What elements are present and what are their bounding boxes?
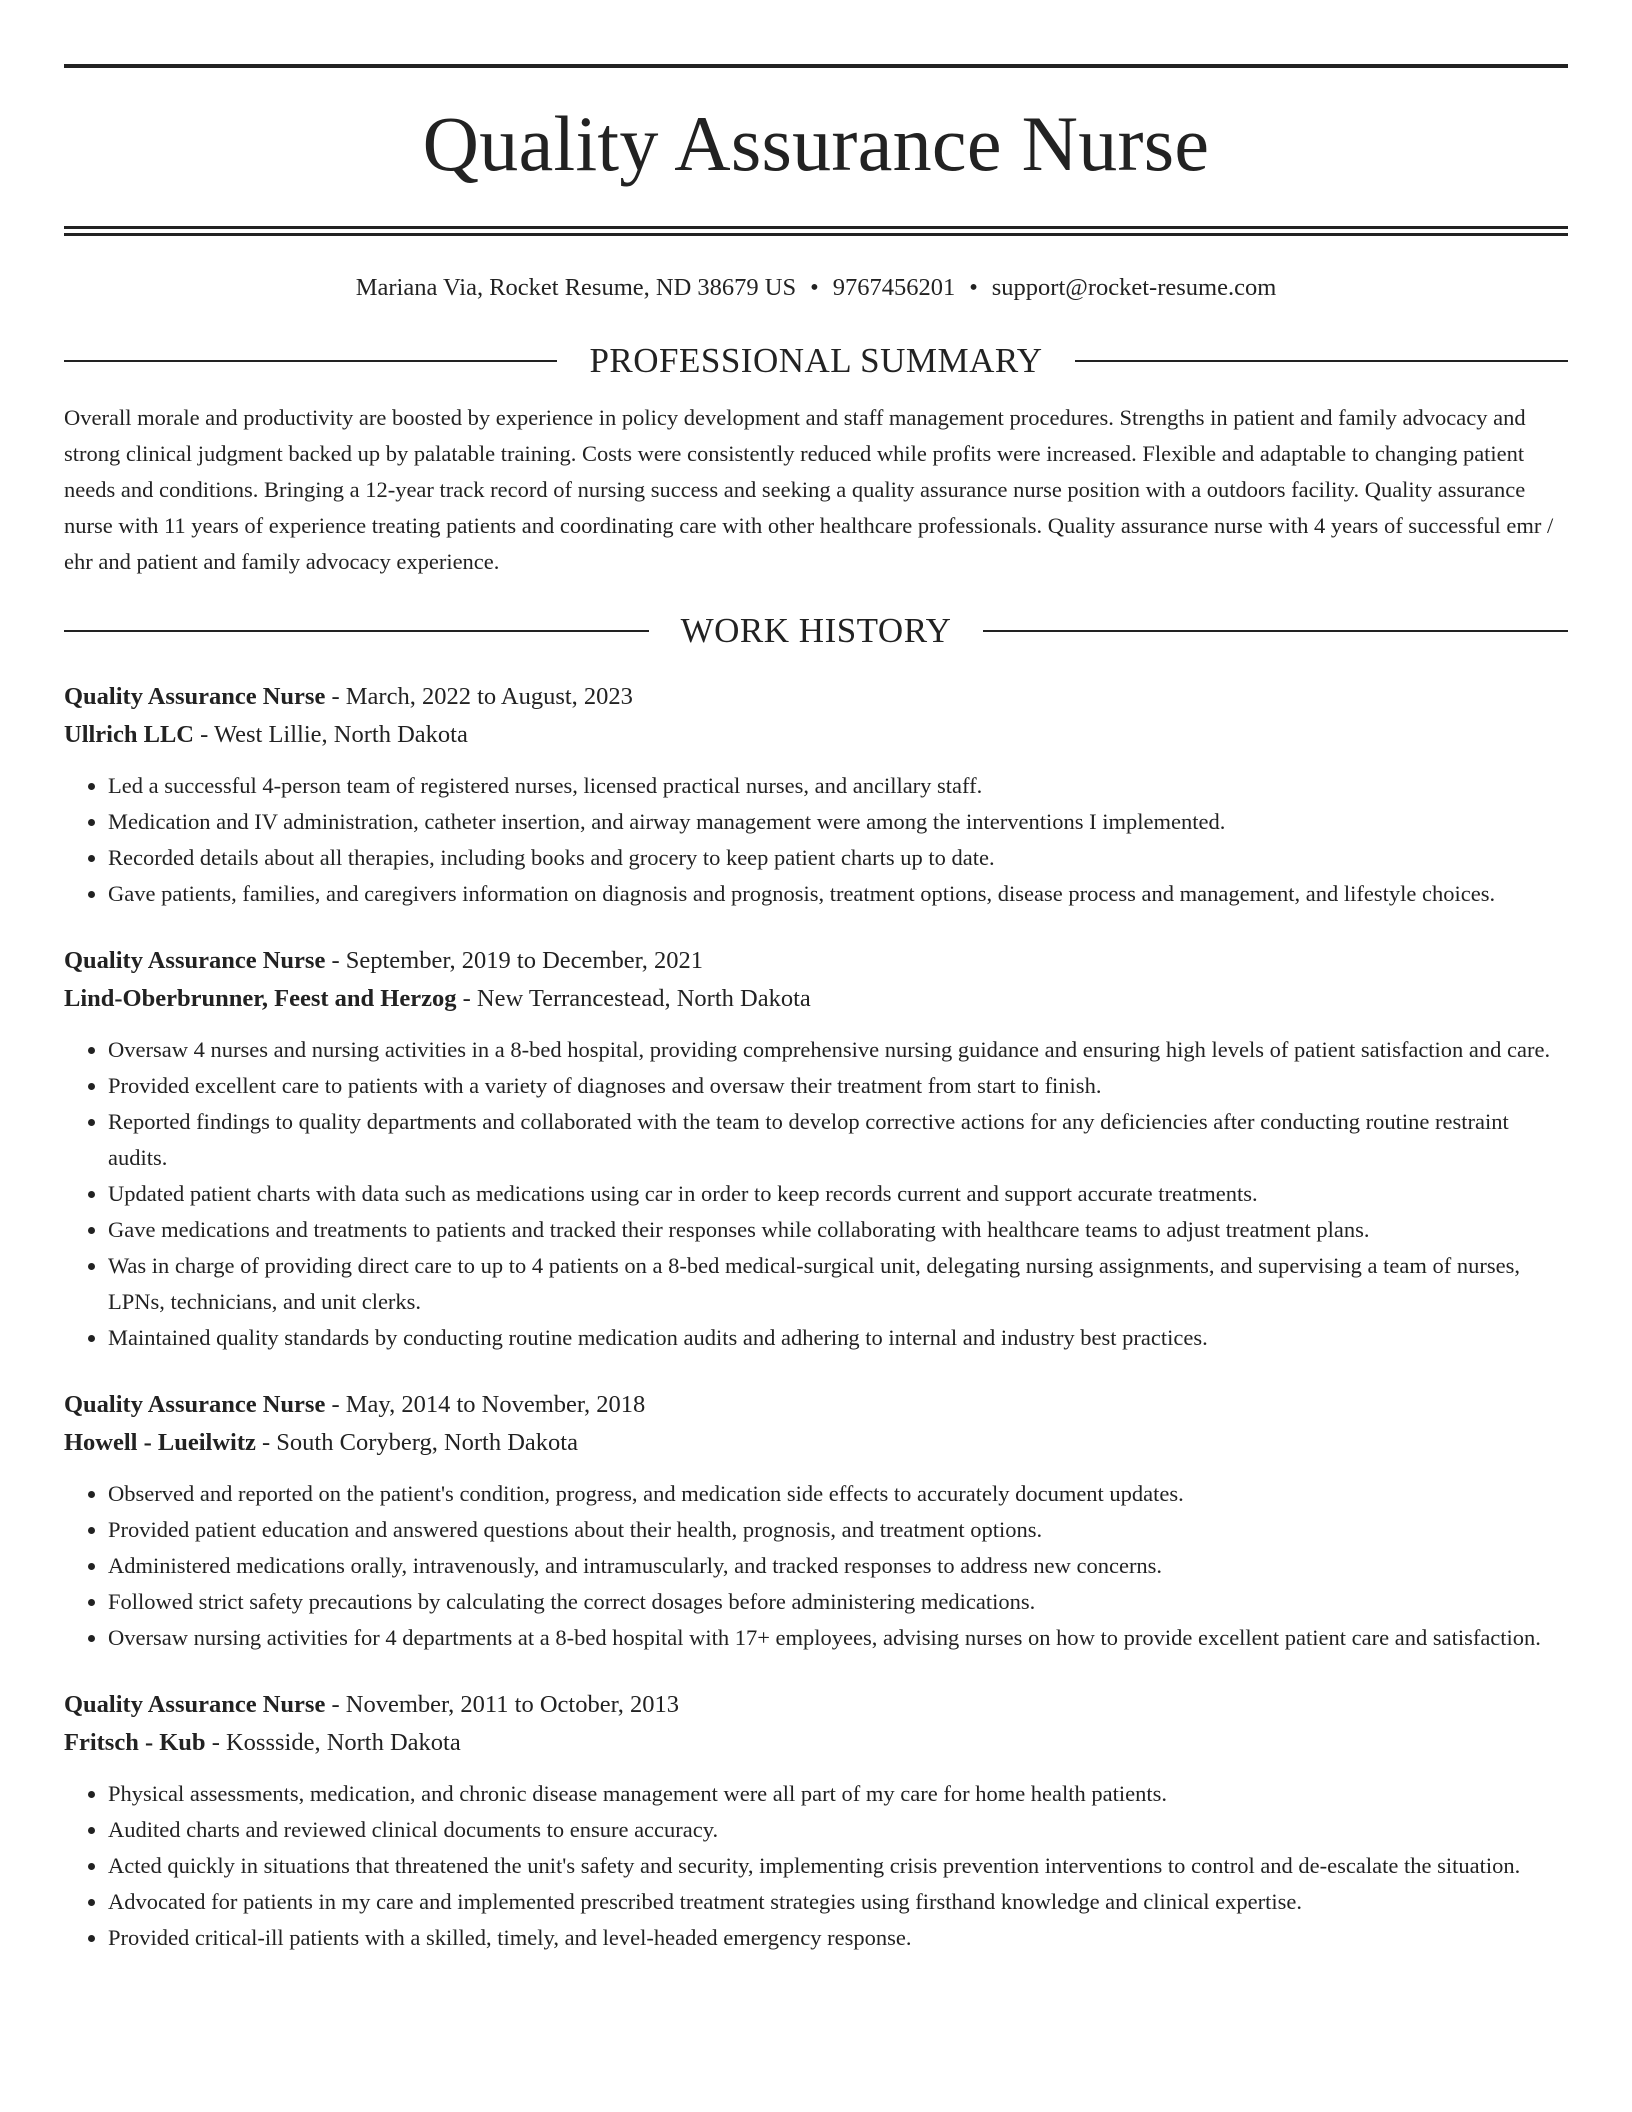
job-dates: - November, 2011 to October, 2013 <box>325 1691 680 1718</box>
job-title: Quality Assurance Nurse <box>64 947 326 974</box>
job-location: - West Lillie, North Dakota <box>194 721 468 748</box>
job-dates: - September, 2019 to December, 2021 <box>325 947 704 974</box>
job-dates: - March, 2022 to August, 2023 <box>325 683 633 710</box>
heading-rule-right <box>1075 360 1568 362</box>
contact-email: support@rocket-resume.com <box>991 274 1277 301</box>
job-duty-item: • Medication and IV administration, catheter insertion, and airway management were among the interventions I implemented. <box>108 804 1568 840</box>
job-duties-list <box>64 1032 1568 1356</box>
job-company: Fritsch - Kub <box>64 1729 206 1756</box>
heading-rule-left <box>64 630 649 632</box>
summary-heading: PROFESSIONAL SUMMARY <box>589 341 1043 380</box>
job-duty-item: • Provided excellent care to patients with a variety of diagnoses and oversaw their treatment from start to finish. <box>108 1068 1568 1104</box>
resume-title: Quality Assurance Nurse <box>422 100 1210 187</box>
summary-text: Overall morale and productivity are boosted by experience in policy development and staff management procedures. Strengths in patient and family advocacy and strong clinical judgment backed up by palatable training. Costs were consistently reduced while profits were increased. Flexible and adaptable to changing patient needs and conditions. Bringing a 12-year track record of nursing success and seeking a quality assurance nurse position with a outdoors facility. Quality assurance nurse with 11 years of experience treating patients and coordinating care with other healthcare professionals. Quality assurance nurse with 4 years of successful emr / ehr and patient and family advocacy experience. <box>64 405 1554 574</box>
job-title-line <box>64 1386 1568 1424</box>
job-duty-item: • Was in charge of providing direct care to up to 4 patients on a 8-bed medical-surgical unit, delegating nursing assignments, and supervising a team of nurses, LPNs, technicians, and unit clerks. <box>108 1248 1568 1320</box>
contact-separator: • <box>810 274 819 301</box>
job-duty-item: • Followed strict safety precautions by calculating the correct dosages before administering medications. <box>108 1584 1568 1620</box>
contact-separator: • <box>969 274 978 301</box>
job-company-line <box>64 980 1568 1018</box>
job-duty-item: • Gave patients, families, and caregivers information on diagnosis and prognosis, treatment options, disease process and management, and lifestyle choices. <box>108 876 1568 912</box>
job-entry <box>64 1686 1568 1956</box>
job-duty-item: • Audited charts and reviewed clinical documents to ensure accuracy. <box>108 1812 1568 1848</box>
job-duty-item: • Gave medications and treatments to patients and tracked their responses while collaborating with healthcare teams to adjust treatment plans. <box>108 1212 1568 1248</box>
job-title-line <box>64 942 1568 980</box>
work-history-heading: WORK HISTORY <box>680 611 952 650</box>
job-duty-item: • Oversaw nursing activities for 4 departments at a 8-bed hospital with 17+ employees, advising nurses on how to provide excellent patient care and satisfaction. <box>108 1620 1568 1656</box>
job-title: Quality Assurance Nurse <box>64 683 326 710</box>
heading-rule-right <box>983 630 1568 632</box>
job-company-line <box>64 1724 1568 1762</box>
work-history-section-heading <box>64 610 1568 652</box>
top-rule <box>64 64 1568 68</box>
job-duty-item: • Oversaw 4 nurses and nursing activities in a 8-bed hospital, providing comprehensive nursing guidance and ensuring high levels of patient satisfaction and care. <box>108 1032 1568 1068</box>
job-duty-item: • Recorded details about all therapies, including books and grocery to keep patient charts up to date. <box>108 840 1568 876</box>
contact-line <box>64 272 1568 304</box>
contact-address: Mariana Via, Rocket Resume, ND 38679 US <box>355 274 797 301</box>
job-duty-item: • Acted quickly in situations that threatened the unit's safety and security, implementing crisis prevention interventions to control and de-escalate the situation. <box>108 1848 1568 1884</box>
job-duty-item: • Physical assessments, medication, and chronic disease management were all part of my care for home health patients. <box>108 1776 1568 1812</box>
job-company: Ullrich LLC <box>64 721 194 748</box>
job-duty-item: • Maintained quality standards by conducting routine medication audits and adhering to internal and industry best practices. <box>108 1320 1568 1356</box>
job-company: Howell - Lueilwitz <box>64 1429 256 1456</box>
job-duties-list <box>64 1776 1568 1956</box>
job-entry <box>64 942 1568 1356</box>
contact-phone: 9767456201 <box>832 274 956 301</box>
job-location: - New Terrancestead, North Dakota <box>456 985 811 1012</box>
job-duties-list <box>64 1476 1568 1656</box>
summary-section-heading <box>64 340 1568 382</box>
job-duty-item: • Observed and reported on the patient's condition, progress, and medication side effects to accurately document updates. <box>108 1476 1568 1512</box>
job-location: - Kossside, North Dakota <box>205 1729 461 1756</box>
job-duty-item: • Advocated for patients in my care and implemented prescribed treatment strategies using firsthand knowledge and clinical expertise. <box>108 1884 1568 1920</box>
job-entry <box>64 678 1568 912</box>
job-company: Lind-Oberbrunner, Feest and Herzog <box>64 985 457 1012</box>
heading-rule-left <box>64 360 557 362</box>
job-company-line <box>64 1424 1568 1462</box>
job-location: - South Coryberg, North Dakota <box>255 1429 578 1456</box>
job-title-line <box>64 678 1568 716</box>
job-company-line <box>64 716 1568 754</box>
resume-page <box>64 64 1568 1956</box>
job-duty-item: • Led a successful 4-person team of registered nurses, licensed practical nurses, and ancillary staff. <box>108 768 1568 804</box>
job-entry <box>64 1386 1568 1656</box>
job-duties-list <box>64 768 1568 912</box>
job-list <box>64 678 1568 1956</box>
title-double-rule <box>64 226 1568 236</box>
job-dates: - May, 2014 to November, 2018 <box>325 1391 646 1418</box>
job-title: Quality Assurance Nurse <box>64 1691 326 1718</box>
job-duty-item: • Reported findings to quality departments and collaborated with the team to develop corrective actions for any deficiencies after conducting routine restraint audits. <box>108 1104 1568 1176</box>
job-duty-item: • Updated patient charts with data such as medications using car in order to keep records current and support accurate treatments. <box>108 1176 1568 1212</box>
job-title: Quality Assurance Nurse <box>64 1391 326 1418</box>
job-title-line <box>64 1686 1568 1724</box>
job-duty-item: • Provided patient education and answered questions about their health, prognosis, and treatment options. <box>108 1512 1568 1548</box>
job-duty-item: • Provided critical-ill patients with a skilled, timely, and level-headed emergency response. <box>108 1920 1568 1956</box>
job-duty-item: • Administered medications orally, intravenously, and intramuscularly, and tracked responses to address new concerns. <box>108 1548 1568 1584</box>
